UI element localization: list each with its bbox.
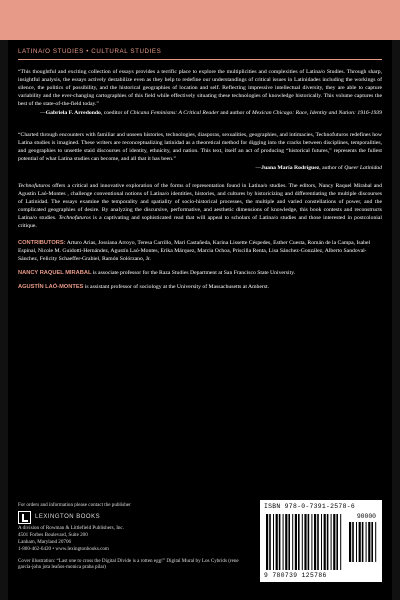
isbn-barcode [260, 500, 382, 582]
back-cover [8, 40, 392, 600]
orders-line: For orders and information please contact the publisher [18, 502, 131, 508]
spacer [18, 173, 382, 182]
publisher-logo [18, 511, 246, 524]
endorsement-quote-2: “Charted through encounters with familiar and unseen histories, technologies, diasporas, sexualities, geographies, and intimacies, Technofuturos redefines how Latina studies is imagined. These writers are reconceptualizing latinidad as a theoretical method for digging into the cracks between disciplines, temporalities, and geographies to unsettle staid discourses of identity, ethnicity, and nation. This text, itself an act of producing “historical futures,” represents the fullest potential of what Latina studies can become, and all that it has been.” [18, 132, 382, 163]
category-label: LATINA/O STUDIES • CULTURAL STUDIES [18, 48, 162, 55]
price-code: 90000 [356, 513, 376, 520]
editor-name-1: NANCY RAQUEL MIRABAL [18, 269, 92, 276]
header-divider [18, 59, 382, 60]
publisher-division: A division of Rowman & Littlefield Publishers, Inc. [18, 524, 124, 531]
spacer [18, 117, 382, 131]
publisher-name: LEXINGTON BOOKS [35, 513, 101, 520]
book-description: Technofuturos offers a critical and innovative exploration of the forms of representation found in Latina/o studies. The editors, Nancy Raquel Mirabal and Agustín Laó-Montes , challenge conventional notions of Latina/o identities, histories, and cultures by historicizing and differentiating the multiple discourses of Latinidad. The essays examine the temporality and spatiality of socio-historical processes, the multiple and varied constellations of power, and the complicated geographies of desire. By analyzing the discursive, performative, and aesthetic dimensions of knowledge, this book contests and reconstructs Latina/o studies. Technofuturos is a captivating and sophisticated read that will appeal to scholars of Latina/o studies and those interested in postcolonial critique. [18, 182, 382, 229]
barcode-bars [266, 514, 342, 570]
editor-name-2: AGUSTÍN LAÓ-MONTES [18, 283, 84, 290]
editor-bio-1: NANCY RAQUEL MIRABAL is associate professor for the Raza Studies Department at San Francisco State University. [18, 269, 296, 276]
lexington-logo-icon [18, 511, 31, 524]
spacer [18, 230, 382, 239]
cover-top-band [0, 0, 400, 40]
price-barcode-bars [349, 522, 377, 562]
editor-bio-2: AGUSTÍN LAÓ-MONTES is assistant professor of sociology at the University of Massachusetts at Amherst. [18, 283, 270, 290]
contributors-label: CONTRIBUTORS: [18, 239, 66, 246]
endorsement-quote-1: “This thoughtful and exciting collection of essays provides a terrific place to explore the multiplicities and complexities of Latina/o Studies. Through sharp, insightful analysis, the essays actively destabilize even as they help to redefine our understandings of critical issues in Latinidades including the workings of silence, the politics of possibility, and the historical geographies of location and self. Reflecting impressive intellectual diversity, they are able to capture variability and the ever-changing cartographies of this field while effectively situating these technologies of knowledge historically. This volume captures the best of the state-of-the-field today.” [18, 69, 382, 108]
endorsement-attribution-2: —Juana María Rodríguez, author of Queer Latinidad [255, 165, 382, 172]
publisher-info [18, 502, 246, 571]
cover-footer [18, 502, 382, 586]
cover-illustration-credit: Cover illustration: “Last one to cross the Digital Divide is a rotten egg!” Digital Mural by Los Cybrids (rene garcia-john jota leaños-monica praba pilar) [18, 557, 239, 571]
publisher-address-2: Lanham, Maryland 20706 [18, 538, 72, 545]
endorsement-attribution-1: —Gabriela F. Arredondo, coeditor of Chicana Feminisms: A Critical Reader and author of Mexican Chicago: Race, Identity and Nation: 1916-1939 [40, 110, 382, 117]
publisher-address-1: 4501 Forbes Boulevard, Suite 200 [18, 531, 88, 538]
barcode-digits: 9 780739 125786 [264, 572, 327, 579]
endorser-name-2: Juana María Rodríguez [261, 165, 320, 172]
endorser-name-1: Gabriela F. Arredondo [45, 110, 101, 117]
isbn-number: ISBN 978-0-7391-2578-6 [264, 503, 355, 510]
contributors-list: CONTRIBUTORS: Arturo Arias, Jossiana Arroyo, Teresa Carrillo, Mari Castañeda, Karina Lissette Céspedes, Esther Cuesta, Román de la Campa, Isabel Espinal, Nicole M. Guidotti-Hernández, Agustín Laó-Montes, Erika Márquez, Marcia Ochoa, Priscilla Renta, Lisa Sánchez-González, Alberto Sandoval-Sánchez, Felicity Schaeffer-Grabiel, Ramón Solórzano, Jr. [18, 239, 371, 262]
publisher-contact: 1-800-462-6420 • www.lexingtonbooks.com [18, 545, 109, 552]
cover-content [18, 68, 382, 297]
